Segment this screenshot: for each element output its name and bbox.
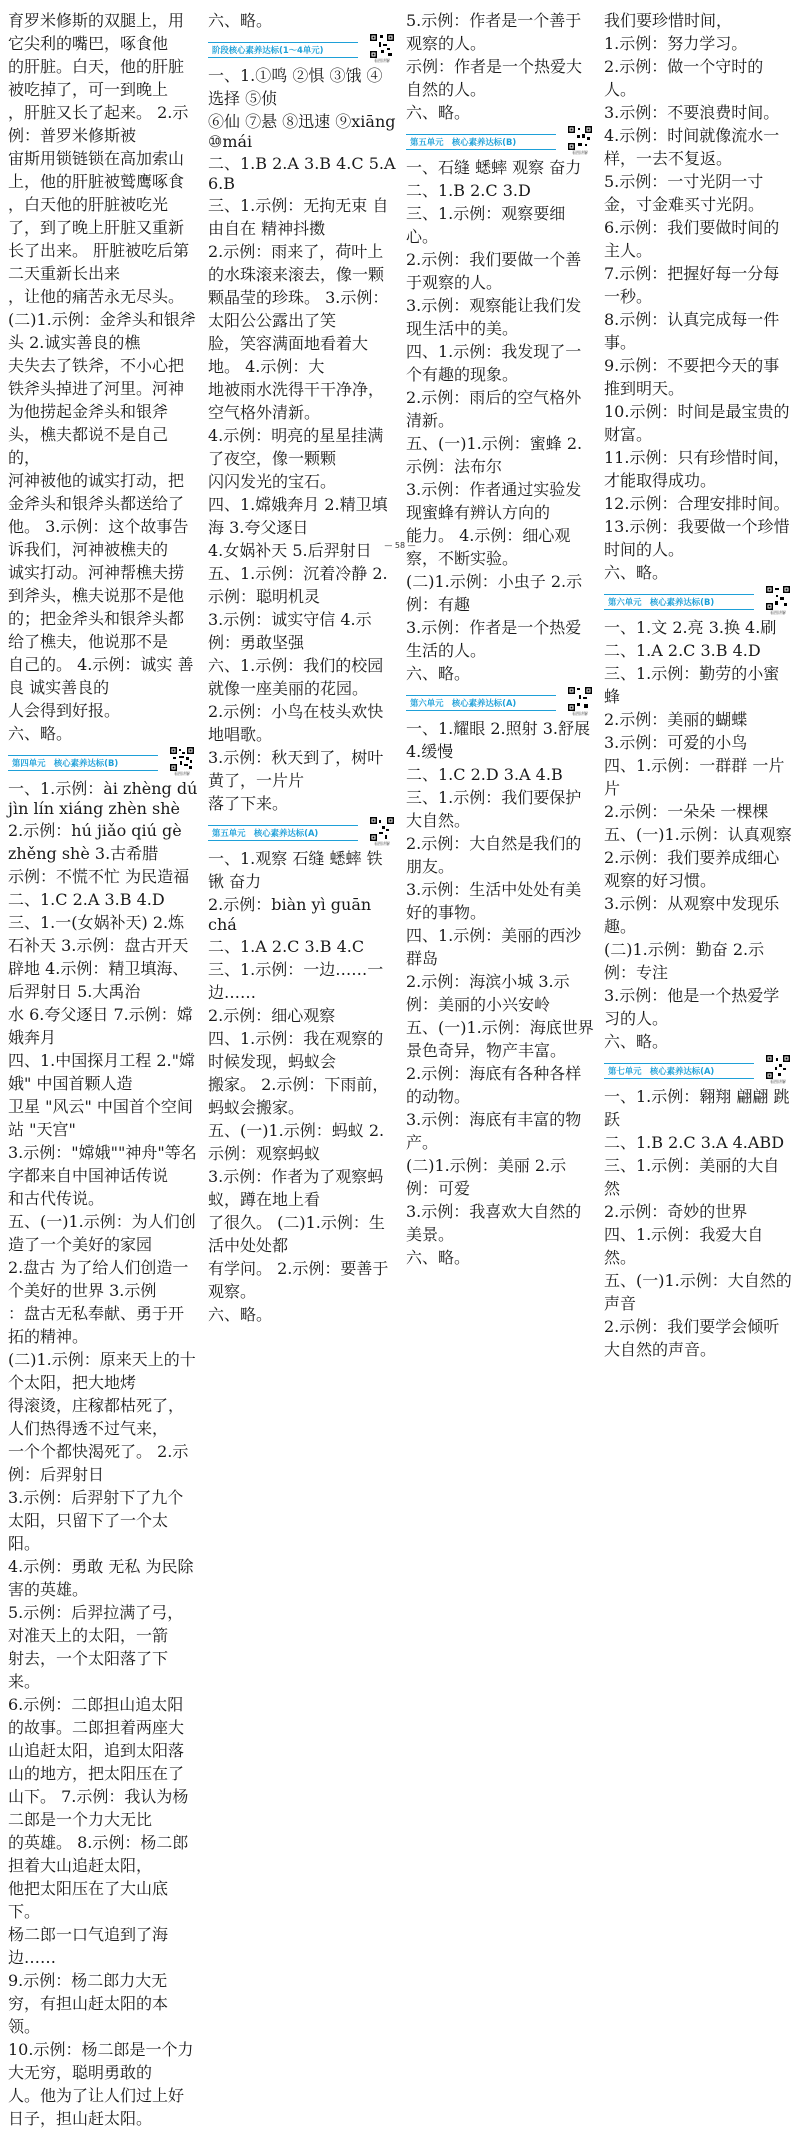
answer-line: 人会得到好报。	[8, 701, 121, 720]
answer-line: 人。他为了让人们过上好日子，担山赶太阳。	[8, 2086, 185, 2128]
answer-line: 六、1.示例：我们的校园就像一座美丽的花园。	[208, 656, 384, 698]
answer-line: 脸，笑容满面地看着大地。 4.示例：大	[208, 334, 369, 376]
answer-line: 四、1.示例：我爱大自然。	[604, 1225, 764, 1267]
answer-line: 3.示例：生活中处处有美好的事物。	[406, 880, 582, 922]
qr-code-icon	[766, 1055, 790, 1079]
col4-top	[604, 8, 794, 583]
answer-line: 2.盘古 为了给人们创造一个美好的世界 3.示例	[8, 1258, 189, 1300]
answer-line: 2.示例：雨来了，荷叶上的水珠滚来滚去，像一颗	[208, 242, 385, 284]
answer-line: 6.示例：我们要做时间的主人。	[604, 218, 780, 260]
answer-line: 了很久。 (二)1.示例：生活中处处都	[208, 1213, 385, 1255]
col2-mid	[208, 63, 398, 814]
answer-line: 五、(一)1.示例：大自然的声音	[604, 1271, 792, 1313]
column-3	[406, 8, 596, 1268]
answer-line: 2.示例：做一个守时的人。	[604, 57, 764, 99]
qr-caption: 看图讲解	[374, 58, 390, 63]
answer-line: 二、1.B 2.C 3.A 4.ABD	[604, 1133, 785, 1152]
answer-line: 夫失去了铁斧，不小心把铁斧头掉进了河里。河神	[8, 356, 185, 398]
answer-line: 3.示例：作者通过实验发现蜜蜂有辨认方向的	[406, 480, 582, 522]
page-number: — 58 —	[384, 541, 416, 550]
answer-line: 五、(一)1.示例：认真观察	[604, 825, 792, 844]
answer-line: 六、略。	[208, 11, 273, 30]
col4-bottom	[604, 1084, 794, 1360]
answer-line: 5.示例：后羿拉满了弓，对准天上的太阳，一箭	[8, 1603, 184, 1645]
answer-line: 二、1.B 2.C 3.D	[406, 181, 531, 200]
section-banner-unit4-b	[8, 747, 198, 776]
answer-line: 山追赶太阳，追到太阳落山的地方，把太阳压在了	[8, 1741, 185, 1783]
answer-line: 四、1.嫦娥奔月 2.精卫填海 3.夸父逐日	[208, 495, 388, 537]
answer-line: 宙斯用锁链锁在高加索山上，他的肝脏被鹫鹰啄食	[8, 149, 185, 191]
section-banner-unit5-a	[208, 817, 398, 846]
answer-line: 山下。 7.示例：我认为杨二郎是一个力大无比	[8, 1787, 189, 1829]
qr-caption: 看图讲解	[770, 610, 786, 615]
banner-title: 第六单元 核心素养达标(B)	[604, 594, 754, 610]
col1-top	[8, 8, 198, 744]
answer-line: 9.示例：杨二郎力大无穷，有担山赶太阳的本领。	[8, 1971, 169, 2036]
answer-line: 水 6.夸父逐日 7.示例：嫦娥奔月	[8, 1005, 193, 1047]
answer-line: 长了出来。 肝脏被吃后第二天重新长出来	[8, 241, 190, 283]
answer-line: 2.示例：细心观察	[208, 1006, 336, 1025]
answer-line: 四、1.示例：我在观察的时候发现，蚂蚁会	[208, 1029, 384, 1071]
banner-title: 第五单元 核心素养达标(A)	[208, 825, 358, 841]
answer-line: 他把太阳压在了大山底下。	[8, 1879, 169, 1921]
answer-line: 三、1.示例：观察要细心。	[406, 204, 566, 246]
answer-line: 六、略。	[604, 563, 669, 582]
answer-line: 2.示例：hú jiǎo qiú gè zhěng shè 3.古希腊	[8, 821, 182, 863]
column-4	[604, 8, 794, 1360]
answer-line: 杨二郎一口气追到了海边……	[8, 1925, 169, 1967]
answer-line: 示例：不慌不忙 为民造福	[8, 867, 190, 886]
answer-line: ：盘古无私奉献、勇于开拓的精神。	[8, 1304, 185, 1346]
answer-line: 12.示例：合理安排时间。	[604, 494, 790, 513]
answer-line: 8.示例：认真完成每一件事。	[604, 310, 780, 352]
answer-line: 的英雄。 8.示例：杨二郎担着大山追赶太阳，	[8, 1833, 189, 1875]
answer-line: 得滚烫，庄稼都枯死了，人们热得透不过气来，	[8, 1396, 185, 1438]
answer-line: 的；把金斧头和银斧头都给了樵夫，他说那不是	[8, 609, 185, 651]
answer-line: 2.示例：我们要做一个善于观察的人。	[406, 250, 582, 292]
answer-line: 2.示例：奇妙的世界	[604, 1202, 748, 1221]
section-banner-stage-1-4	[208, 34, 398, 63]
answer-line: (二)1.示例：原来天上的十个太阳，把大地烤	[8, 1350, 196, 1392]
qr-caption: 看图讲解	[572, 150, 588, 155]
answer-line: 2.示例：雨后的空气格外清新。	[406, 388, 582, 430]
qr-code-icon	[370, 817, 394, 841]
banner-title: 阶段核心素养达标(1～4单元)	[208, 42, 358, 58]
col2-bottom	[208, 846, 398, 1325]
answer-line: 4.示例：明亮的星星挂满了夜空，像一颗颗	[208, 426, 384, 468]
col1-bottom	[8, 776, 198, 2129]
answer-line: ，白天他的肝脏被吃光了，到了晚上肝脏又重新	[8, 195, 185, 237]
answer-line: 3.示例：诚实守信 4.示例：勇敢坚强	[208, 610, 372, 652]
answer-line: 六、略。	[604, 1032, 669, 1051]
answer-line: 2.示例：海滨小城 3.示例：美丽的小兴安岭	[406, 972, 570, 1014]
answer-line: 五、(一)1.示例：为人们创造了一个美好的家园	[8, 1212, 196, 1254]
answer-line: (二)1.示例：小虫子 2.示例：有趣	[406, 572, 583, 614]
banner-title: 第四单元 核心素养达标(B)	[8, 755, 158, 771]
answer-line: 9.示例：不要把今天的事推到明天。	[604, 356, 780, 398]
answer-line: 四、1.中国探月工程 2."嫦娥" 中国首颗人造	[8, 1051, 195, 1093]
answer-line: 五、1.示例：沉着冷静 2.示例：聪明机灵	[208, 564, 388, 606]
answer-line: 一、1.文 2.亮 3.换 4.刷	[604, 618, 777, 637]
answer-line: 我们要珍惜时间，	[604, 11, 733, 30]
column-1	[8, 8, 198, 2129]
answer-line: 2.示例：一朵朵 一棵棵	[604, 802, 769, 821]
answer-line: 六、略。	[8, 724, 73, 743]
answer-line: 六、略。	[208, 1305, 273, 1324]
answer-line: 10.示例：杨二郎是一个力大无穷，聪明勇敢的	[8, 2040, 194, 2082]
answer-line: 有学问。 2.示例：要善于观察。	[208, 1259, 389, 1301]
column-2	[208, 8, 398, 1325]
answer-line: 2.示例：大自然是我们的朋友。	[406, 834, 582, 876]
qr-code-icon	[568, 126, 592, 150]
answer-line: 2.示例：我们要养成细心观察的好习惯。	[604, 848, 780, 890]
answer-line: 3.示例：从观察中发现乐趣。	[604, 894, 780, 936]
answer-line: 五、(一)1.示例：蜜蜂 2.示例：法布尔	[406, 434, 583, 476]
answer-line: 他。 3.示例：这个故事告诉我们，河神被樵夫的	[8, 517, 189, 559]
answer-line: 4.女娲补天 5.后羿射日	[208, 541, 372, 560]
answer-line: 卫星 "风云" 中国首个空间站 "天宫"	[8, 1097, 193, 1139]
answer-line: 和古代传说。	[8, 1189, 105, 1208]
answer-line: 三、1.示例：无拘无束 自由自在 精神抖擞	[208, 196, 389, 238]
answer-line: 的肝脏。白天，他的肝脏被吃掉了，可一到晚上	[8, 57, 185, 99]
qr-code-icon	[568, 687, 592, 711]
col3-top	[406, 8, 596, 123]
qr-caption: 看图讲解	[374, 841, 390, 846]
answer-line: 三、1.示例：一边……一边……	[208, 960, 384, 1002]
answer-line: 2.示例：美丽的蝴蝶	[604, 710, 748, 729]
answer-line: 诚实打动。河神帮樵夫捞到斧头，樵夫说那不是他	[8, 563, 185, 605]
answer-line: 4.示例：时间就像流水一样，一去不复返。	[604, 126, 780, 168]
answer-line: 一个个都快渴死了。 2.示例：后羿射日	[8, 1442, 189, 1484]
answer-line: 二、1.C 2.A 3.B 4.D	[8, 890, 165, 909]
answer-line: 11.示例：只有珍惜时间，才能取得成功。	[604, 448, 790, 490]
banner-title: 第七单元 核心素养达标(A)	[604, 1063, 754, 1079]
answer-line: 六、略。	[406, 664, 471, 683]
answer-line: 三、1.示例：我们要保护大自然。	[406, 788, 582, 830]
section-banner-unit6-a	[406, 687, 596, 716]
answer-line: 二、1.A 2.C 3.B 4.C	[208, 937, 365, 956]
answer-line: ，肝脏又长了起来。 2.示例：普罗米修斯被	[8, 103, 189, 145]
answer-line: 3.示例：可爱的小鸟	[604, 733, 748, 752]
answer-line: 1.示例：努力学习。	[604, 34, 748, 53]
qr-code-icon	[766, 586, 790, 610]
section-banner-unit7-a	[604, 1055, 794, 1084]
answer-line: 六、略。	[406, 1248, 471, 1267]
answer-line: 一、1.耀眼 2.照射 3.舒展 4.缓慢	[406, 719, 590, 761]
answer-line: 一、石缝 蟋蟀 观察 奋力	[406, 158, 582, 177]
answer-line: 闪闪发光的宝石。	[208, 472, 337, 491]
answer-line: 7.示例：把握好每一分每一秒。	[604, 264, 780, 306]
answer-line: 搬家。 2.示例：下雨前，蚂蚁会搬家。	[208, 1075, 389, 1117]
answer-line: 四、1.示例：美丽的西沙群岛	[406, 926, 582, 968]
answer-line: 为他捞起金斧头和银斧头，樵夫都说不是自己的，	[8, 402, 169, 467]
answer-line: 2.示例：海底有各种各样的动物。	[406, 1064, 582, 1106]
answer-line: 一、1.示例：翱翔 翩翩 跳跃	[604, 1087, 790, 1129]
answer-line: 3.示例：他是一个热爱学习的人。	[604, 986, 780, 1028]
answer-line: 5.示例：作者是一个善于观察的人。	[406, 11, 582, 53]
answer-line: 3.示例：我喜欢大自然的美景。	[406, 1202, 582, 1244]
qr-caption: 看图讲解	[174, 771, 190, 776]
answer-line: 3.示例：后羿射下了九个太阳，只留下了一个太阳。	[8, 1488, 184, 1553]
answer-line: 3.示例：秋天到了，树叶黄了，一片片	[208, 748, 384, 790]
answer-line: 三、1.示例：美丽的大自然	[604, 1156, 780, 1198]
answer-line: 3.示例：作者是一个热爱生活的人。	[406, 618, 582, 660]
qr-code-icon	[170, 747, 194, 771]
answer-line: 2.示例：biàn yì guān chá	[208, 895, 372, 934]
answer-line: 二、1.B 2.A 3.B 4.C 5.A 6.B	[208, 154, 396, 193]
answer-line: 颗晶莹的珍珠。 3.示例：太阳公公露出了笑	[208, 288, 389, 330]
answer-line: 四、1.示例：一群群 一片片	[604, 756, 785, 798]
answer-line: 2.示例：我们要学会倾听大自然的声音。	[604, 1317, 780, 1359]
answer-line: 四、1.示例：我发现了一个有趣的现象。	[406, 342, 582, 384]
answer-line: 能力。 4.示例：细心观察，不断实验。	[406, 526, 571, 568]
qr-caption: 看图讲解	[770, 1079, 786, 1084]
answer-line: 五、(一)1.示例：海底世界景色奇异，物产丰富。	[406, 1018, 594, 1060]
col3-mid	[406, 155, 596, 684]
answer-line: 五、(一)1.示例：蚂蚁 2.示例：观察蚂蚁	[208, 1121, 385, 1163]
answer-line: 射去，一个太阳落了下来。	[8, 1649, 169, 1691]
answer-line: 示例：作者是一个热爱大自然的人。	[406, 57, 583, 99]
col4-mid	[604, 615, 794, 1052]
qr-code-icon	[370, 34, 394, 58]
answer-line: 育罗米修斯的双腿上，用它尖利的嘴巴，啄食他	[8, 11, 185, 53]
answer-line: (二)1.示例：美丽 2.示例：可爱	[406, 1156, 567, 1198]
answer-line: 4.示例：勇敢 无私 为民除害的英雄。	[8, 1557, 194, 1599]
answer-line: 二、1.C 2.D 3.A 4.B	[406, 765, 563, 784]
answer-line: 10.示例：时间是最宝贵的财富。	[604, 402, 790, 444]
answer-line: 自己的。 4.示例：诚实 善良 诚实善良的	[8, 655, 194, 697]
answer-line: ，让他的痛苦永无尽头。	[8, 287, 185, 306]
section-banner-unit6-b	[604, 586, 794, 615]
answer-line: 地被雨水洗得干干净净，空气格外清新。	[208, 380, 385, 422]
answer-line: 六、略。	[406, 103, 471, 122]
qr-caption: 看图讲解	[572, 711, 588, 716]
banner-title: 第六单元 核心素养达标(A)	[406, 695, 556, 711]
col3-bottom	[406, 716, 596, 1268]
answer-line: 河神被他的诚实打动，把金斧头和银斧头都送给了	[8, 471, 185, 513]
answer-line: 辟地 4.示例：精卫填海、后羿射日 5.大禹治	[8, 959, 189, 1001]
answer-line: 落了下来。	[208, 794, 289, 813]
answer-line: 一、1.示例：ài zhèng dú jìn lín xiáng zhèn shè	[8, 779, 198, 818]
answer-line: 6.示例：二郎担山追太阳的故事。二郎担着两座大	[8, 1695, 185, 1737]
answer-line: 2.示例：小鸟在枝头欢快地唱歌。	[208, 702, 384, 744]
answer-line: 3.示例："嫦娥""神舟"等名字都来自中国神话传说	[8, 1143, 197, 1185]
answer-line: 3.示例：海底有丰富的物产。	[406, 1110, 582, 1152]
answer-line: (二)1.示例：金斧头和银斧头 2.诚实善良的樵	[8, 310, 196, 352]
answer-line: 二、1.A 2.C 3.B 4.D	[604, 641, 761, 660]
answer-line: 13.示例：我要做一个珍惜时间的人。	[604, 517, 790, 559]
answer-line: 3.示例：观察能让我们发现生活中的美。	[406, 296, 582, 338]
answer-line: 三、1.示例：勤劳的小蜜蜂	[604, 664, 780, 706]
answer-line: ⑥仙 ⑦悬 ⑧迅速 ⑨xiāng ⑩mái	[208, 112, 396, 151]
col2-top	[208, 8, 398, 31]
answer-line: 5.示例：一寸光阴一寸金，寸金难买寸光阴。	[604, 172, 765, 214]
answer-line: 3.示例：不要浪费时间。	[604, 103, 780, 122]
banner-title: 第五单元 核心素养达标(B)	[406, 134, 556, 150]
section-banner-unit5-b	[406, 126, 596, 155]
answer-line: 一、1.观察 石缝 蟋蟀 铁锹 奋力	[208, 849, 383, 891]
answer-line: 3.示例：作者为了观察蚂蚁，蹲在地上看	[208, 1167, 384, 1209]
answer-line: 三、1.一(女娲补天) 2.炼石补天 3.示例：盘古开天	[8, 913, 189, 955]
answer-line: 一、1.①鸣 ②惧 ③饿 ④选择 ⑤侦	[208, 66, 383, 108]
answer-line: (二)1.示例：勤奋 2.示例：专注	[604, 940, 765, 982]
